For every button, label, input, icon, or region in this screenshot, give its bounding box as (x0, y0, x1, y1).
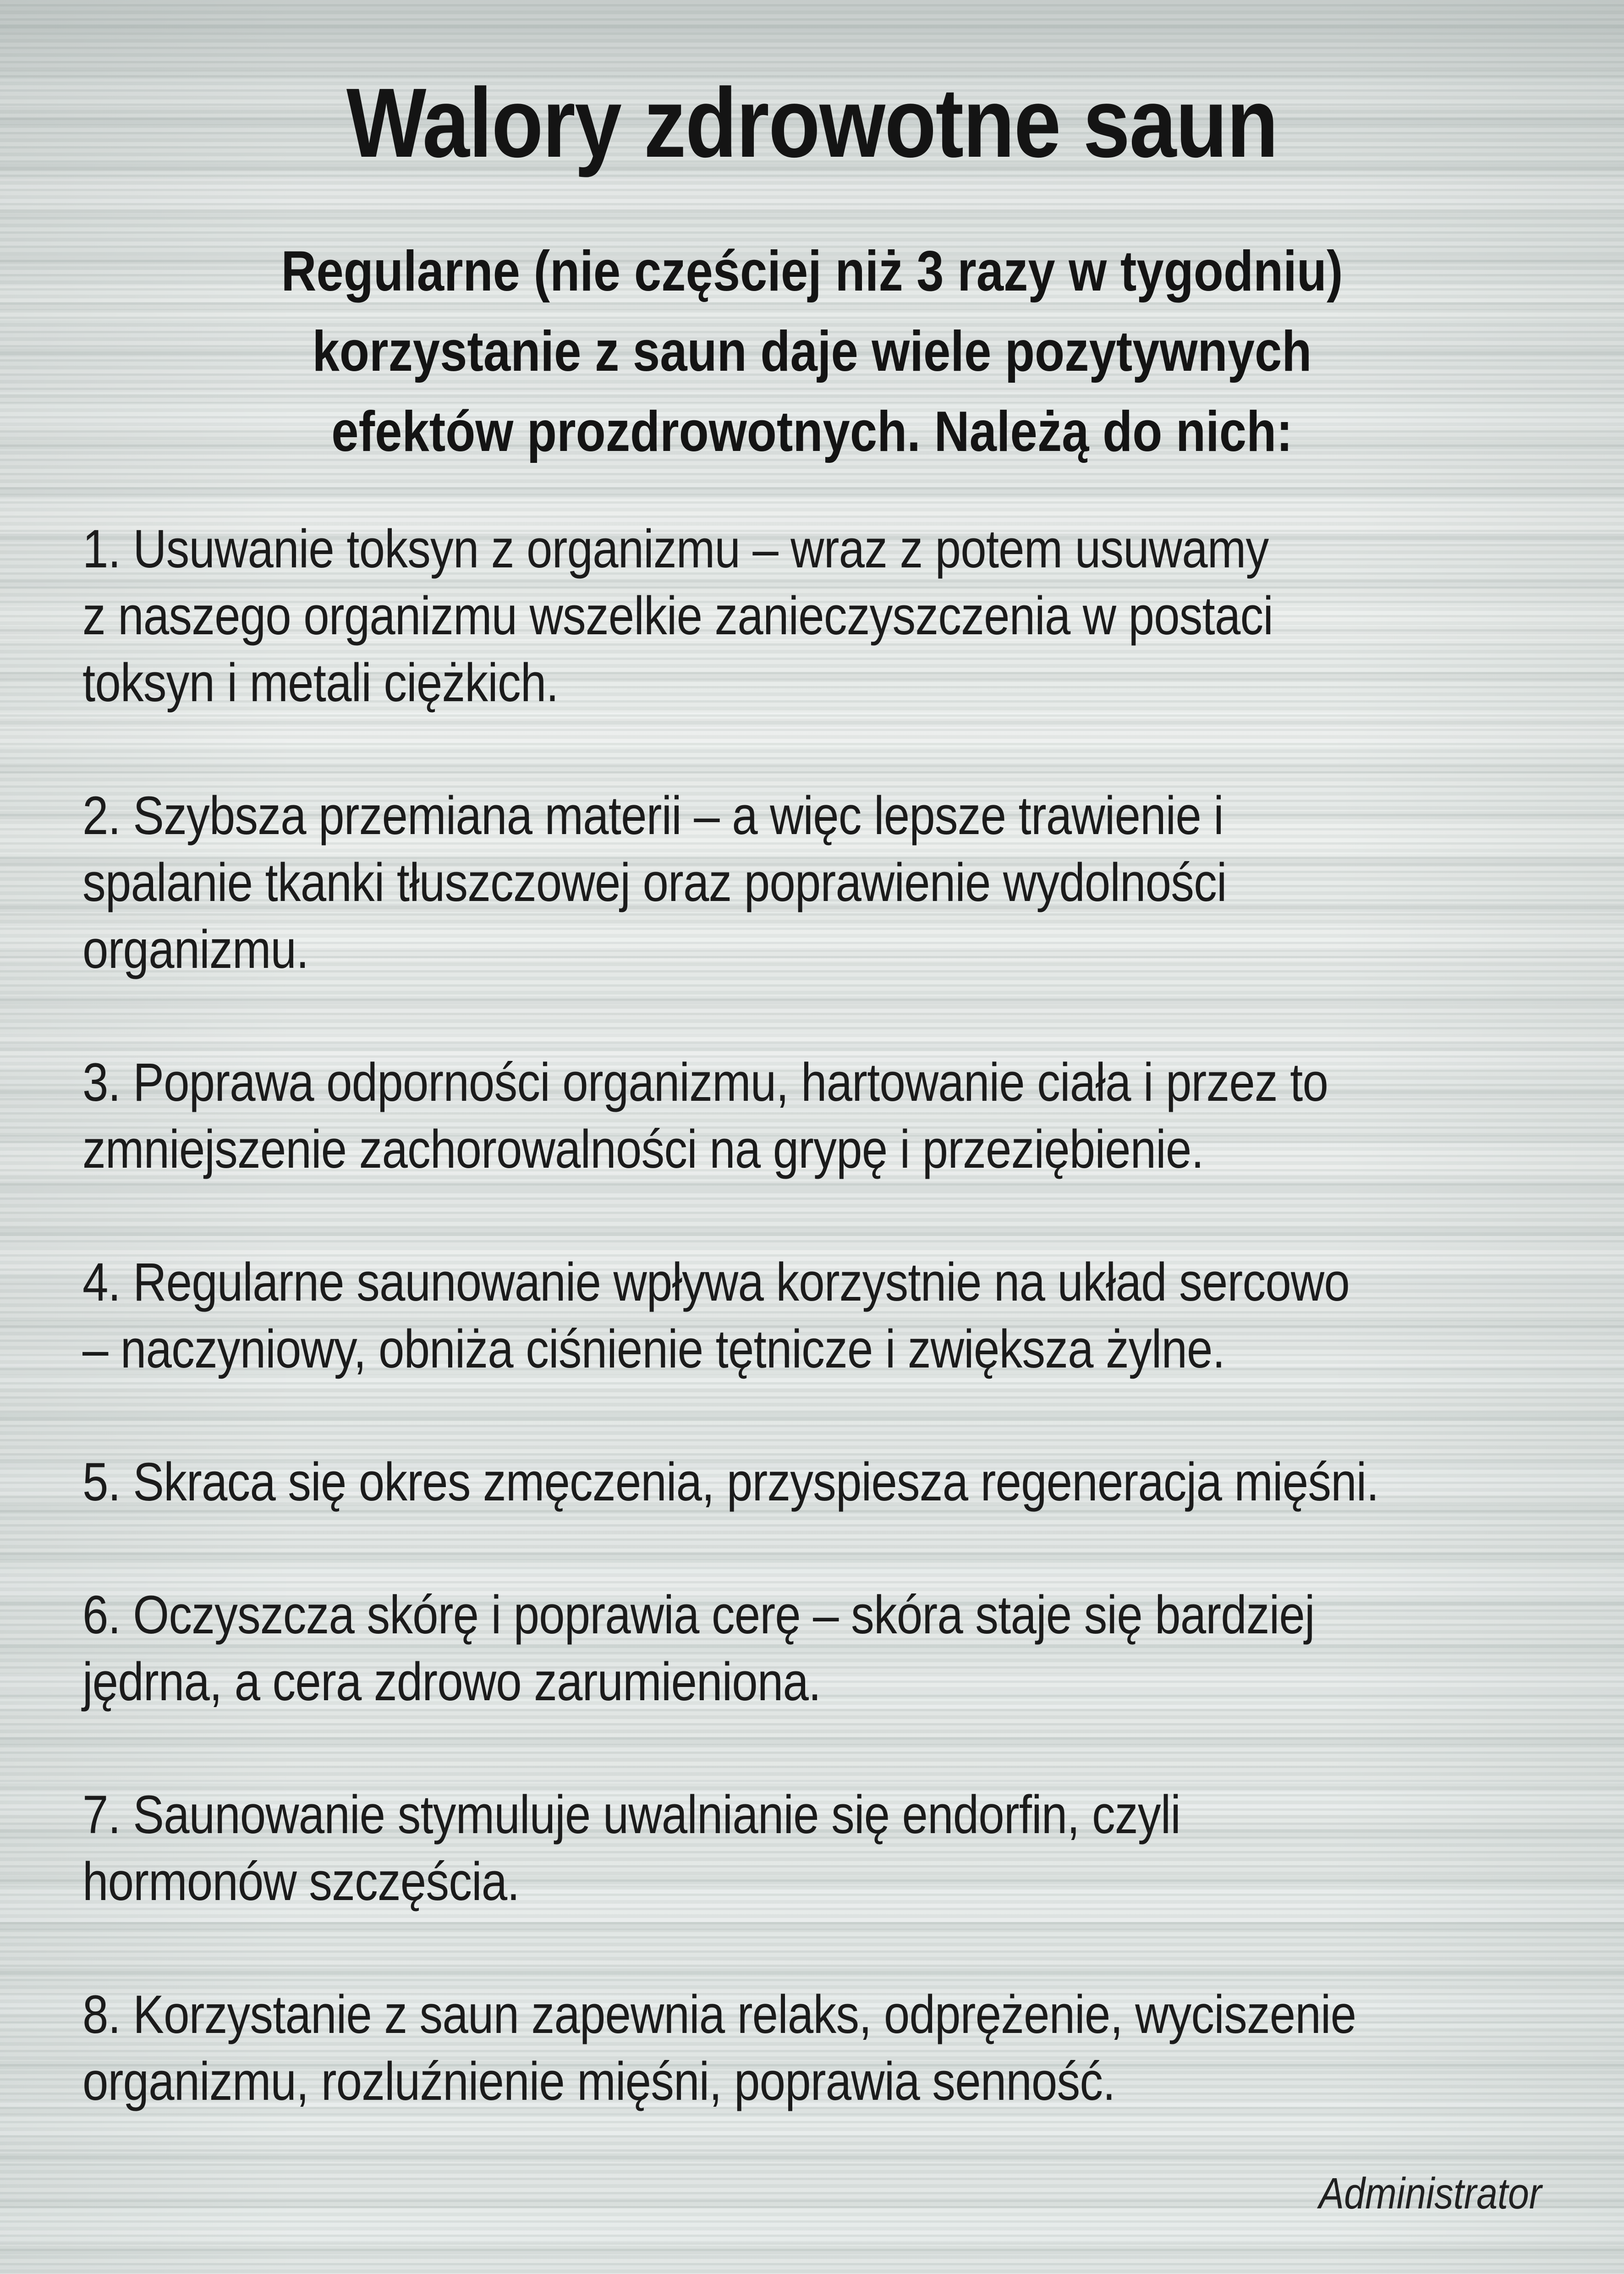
benefit-item-4 (82, 1249, 1542, 1383)
benefit-line: 1. Usuwanie toksyn z organizmu – wraz z potem usuwamy (82, 518, 1269, 579)
benefit-item-7 (82, 1781, 1542, 1915)
benefit-item-6 (82, 1582, 1542, 1715)
benefit-line: toksyn i metali ciężkich. (82, 652, 559, 713)
benefit-item-5 (82, 1449, 1542, 1516)
page-title: Walory zdrowotne saun (346, 67, 1278, 178)
benefit-item-1 (82, 516, 1542, 716)
benefit-line: z naszego organizmu wszelkie zanieczyszczenia w postaci (82, 585, 1273, 646)
benefit-item-2 (82, 782, 1542, 983)
benefit-line: 3. Poprawa odporności organizmu, hartowanie ciała i przez to (82, 1052, 1328, 1113)
benefit-item-3 (82, 1049, 1542, 1183)
intro-paragraph (185, 231, 1439, 472)
benefit-line: 2. Szybsza przemiana materii – a więc lepsze trawienie i (82, 785, 1223, 846)
benefit-line: jędrna, a cera zdrowo zarumieniona. (82, 1651, 821, 1712)
benefit-line: 5. Skraca się okres zmęczenia, przyspiesza regeneracja mięśni. (82, 1451, 1379, 1512)
benefit-line: 6. Oczyszcza skórę i poprawia cerę – skóra staje się bardziej (82, 1584, 1315, 1645)
benefit-line: 8. Korzystanie z saun zapewnia relaks, odprężenie, wyciszenie (82, 1984, 1356, 2045)
intro-line: Regularne (nie częściej niż 3 razy w tygodniu) (281, 239, 1343, 303)
benefits-list (82, 516, 1542, 2115)
benefit-line: organizmu, rozluźnienie mięśni, poprawia senność. (82, 2051, 1115, 2112)
benefit-line: 7. Saunowanie stymuluje uwalnianie się endorfin, czyli (82, 1784, 1181, 1845)
benefit-line: organizmu. (82, 919, 309, 980)
benefit-line: 4. Regularne saunowanie wpływa korzystnie na układ sercowo (82, 1252, 1350, 1313)
intro-line: korzystanie z saun daje wiele pozytywnych (312, 319, 1312, 383)
benefit-line: spalanie tkanki tłuszczowej oraz poprawienie wydolności (82, 852, 1227, 913)
benefit-item-8 (82, 1981, 1542, 2115)
intro-line: efektów prozdrowotnych. Należą do nich: (331, 400, 1293, 463)
benefit-line: – naczyniowy, obniża ciśnienie tętnicze i zwiększa żylne. (82, 1318, 1225, 1379)
author-credit: Administrator (1318, 2169, 1542, 2218)
benefit-line: zmniejszenie zachorowalności na grypę i przeziębienie. (82, 1119, 1204, 1180)
benefit-line: hormonów szczęścia. (82, 1851, 520, 1912)
